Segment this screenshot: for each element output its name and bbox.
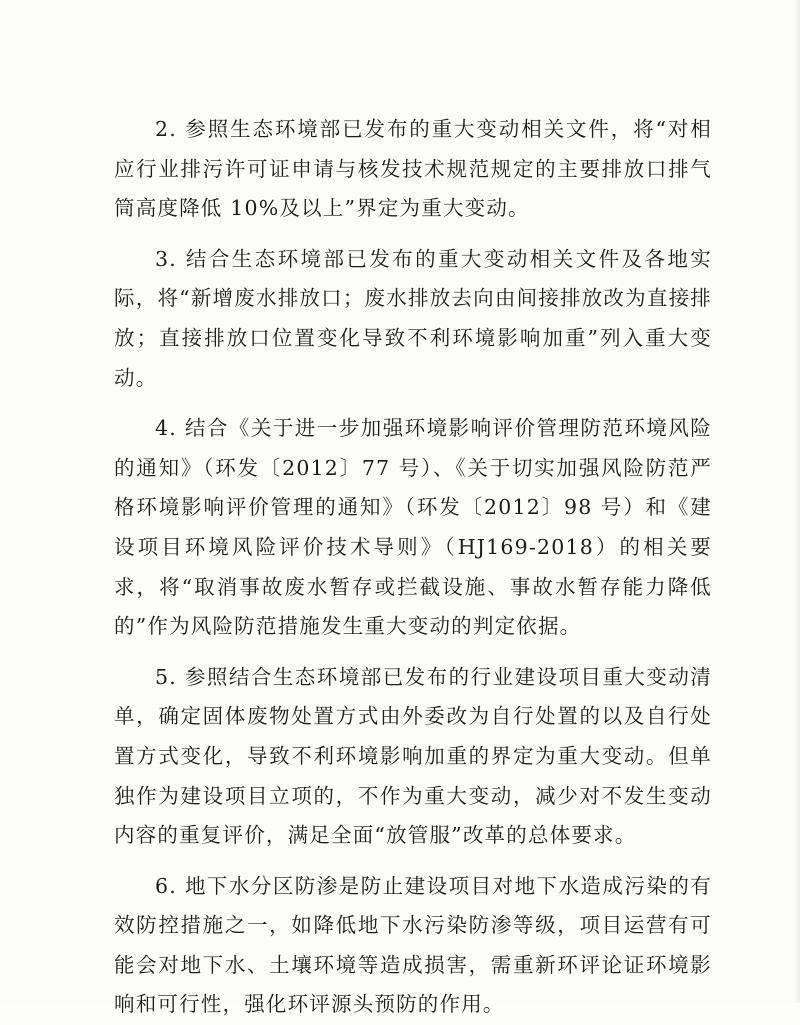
paragraph-item-2: 2. 参照生态环境部已发布的重大变动相关文件，将“对相应行业排污许可证申请与核发技术规范规定的主要排放口排气筒高度降低 10%及以上”界定为重大变动。 <box>114 117 712 221</box>
paragraph-item-3: 3. 结合生态环境部已发布的重大变动相关文件及各地实际，将“新增废水排放口；废水排放去向由间接排放改为直接排放；直接排放口位置变化导致不利环境影响加重”列入重大变动。 <box>114 246 712 390</box>
paragraph-item-4: 4. 结合《关于进一步加强环境影响评价管理防范环境风险的通知》（环发〔2012〕77 号）、《关于切实加强风险防范严格环境影响评价管理的通知》（环发〔2012〕98 号）和《建设项目环境风险评价技术导则》（HJ169-2018）的相关要求，将“取消事故废水暂存或拦截设施、事故水暂存能力降低的”作为风险防范措施发生重大变动的判定依据。 <box>114 416 712 639</box>
document-body <box>114 110 712 1025</box>
paragraph-item-6: 6. 地下水分区防渗是防止建设项目对地下水造成污染的有效防控措施之一，如降低地下水污染防渗等级，项目运营有可能会对地下水、土壤环境等造成损害，需重新环评论证环境影响和可行性，强化环评源头预防的作用。 <box>114 873 712 1017</box>
paragraph-item-5: 5. 参照结合生态环境部已发布的行业建设项目重大变动清单，确定固体废物处置方式由外委改为自行处置的以及自行处置方式变化，导致不利环境影响加重的界定为重大变动。但单独作为建设项目立项的，不作为重大变动，减少对不发生变动内容的重复评价，满足全面“放管服”改革的总体要求。 <box>114 664 712 848</box>
page-edge-shadow <box>794 0 800 1003</box>
